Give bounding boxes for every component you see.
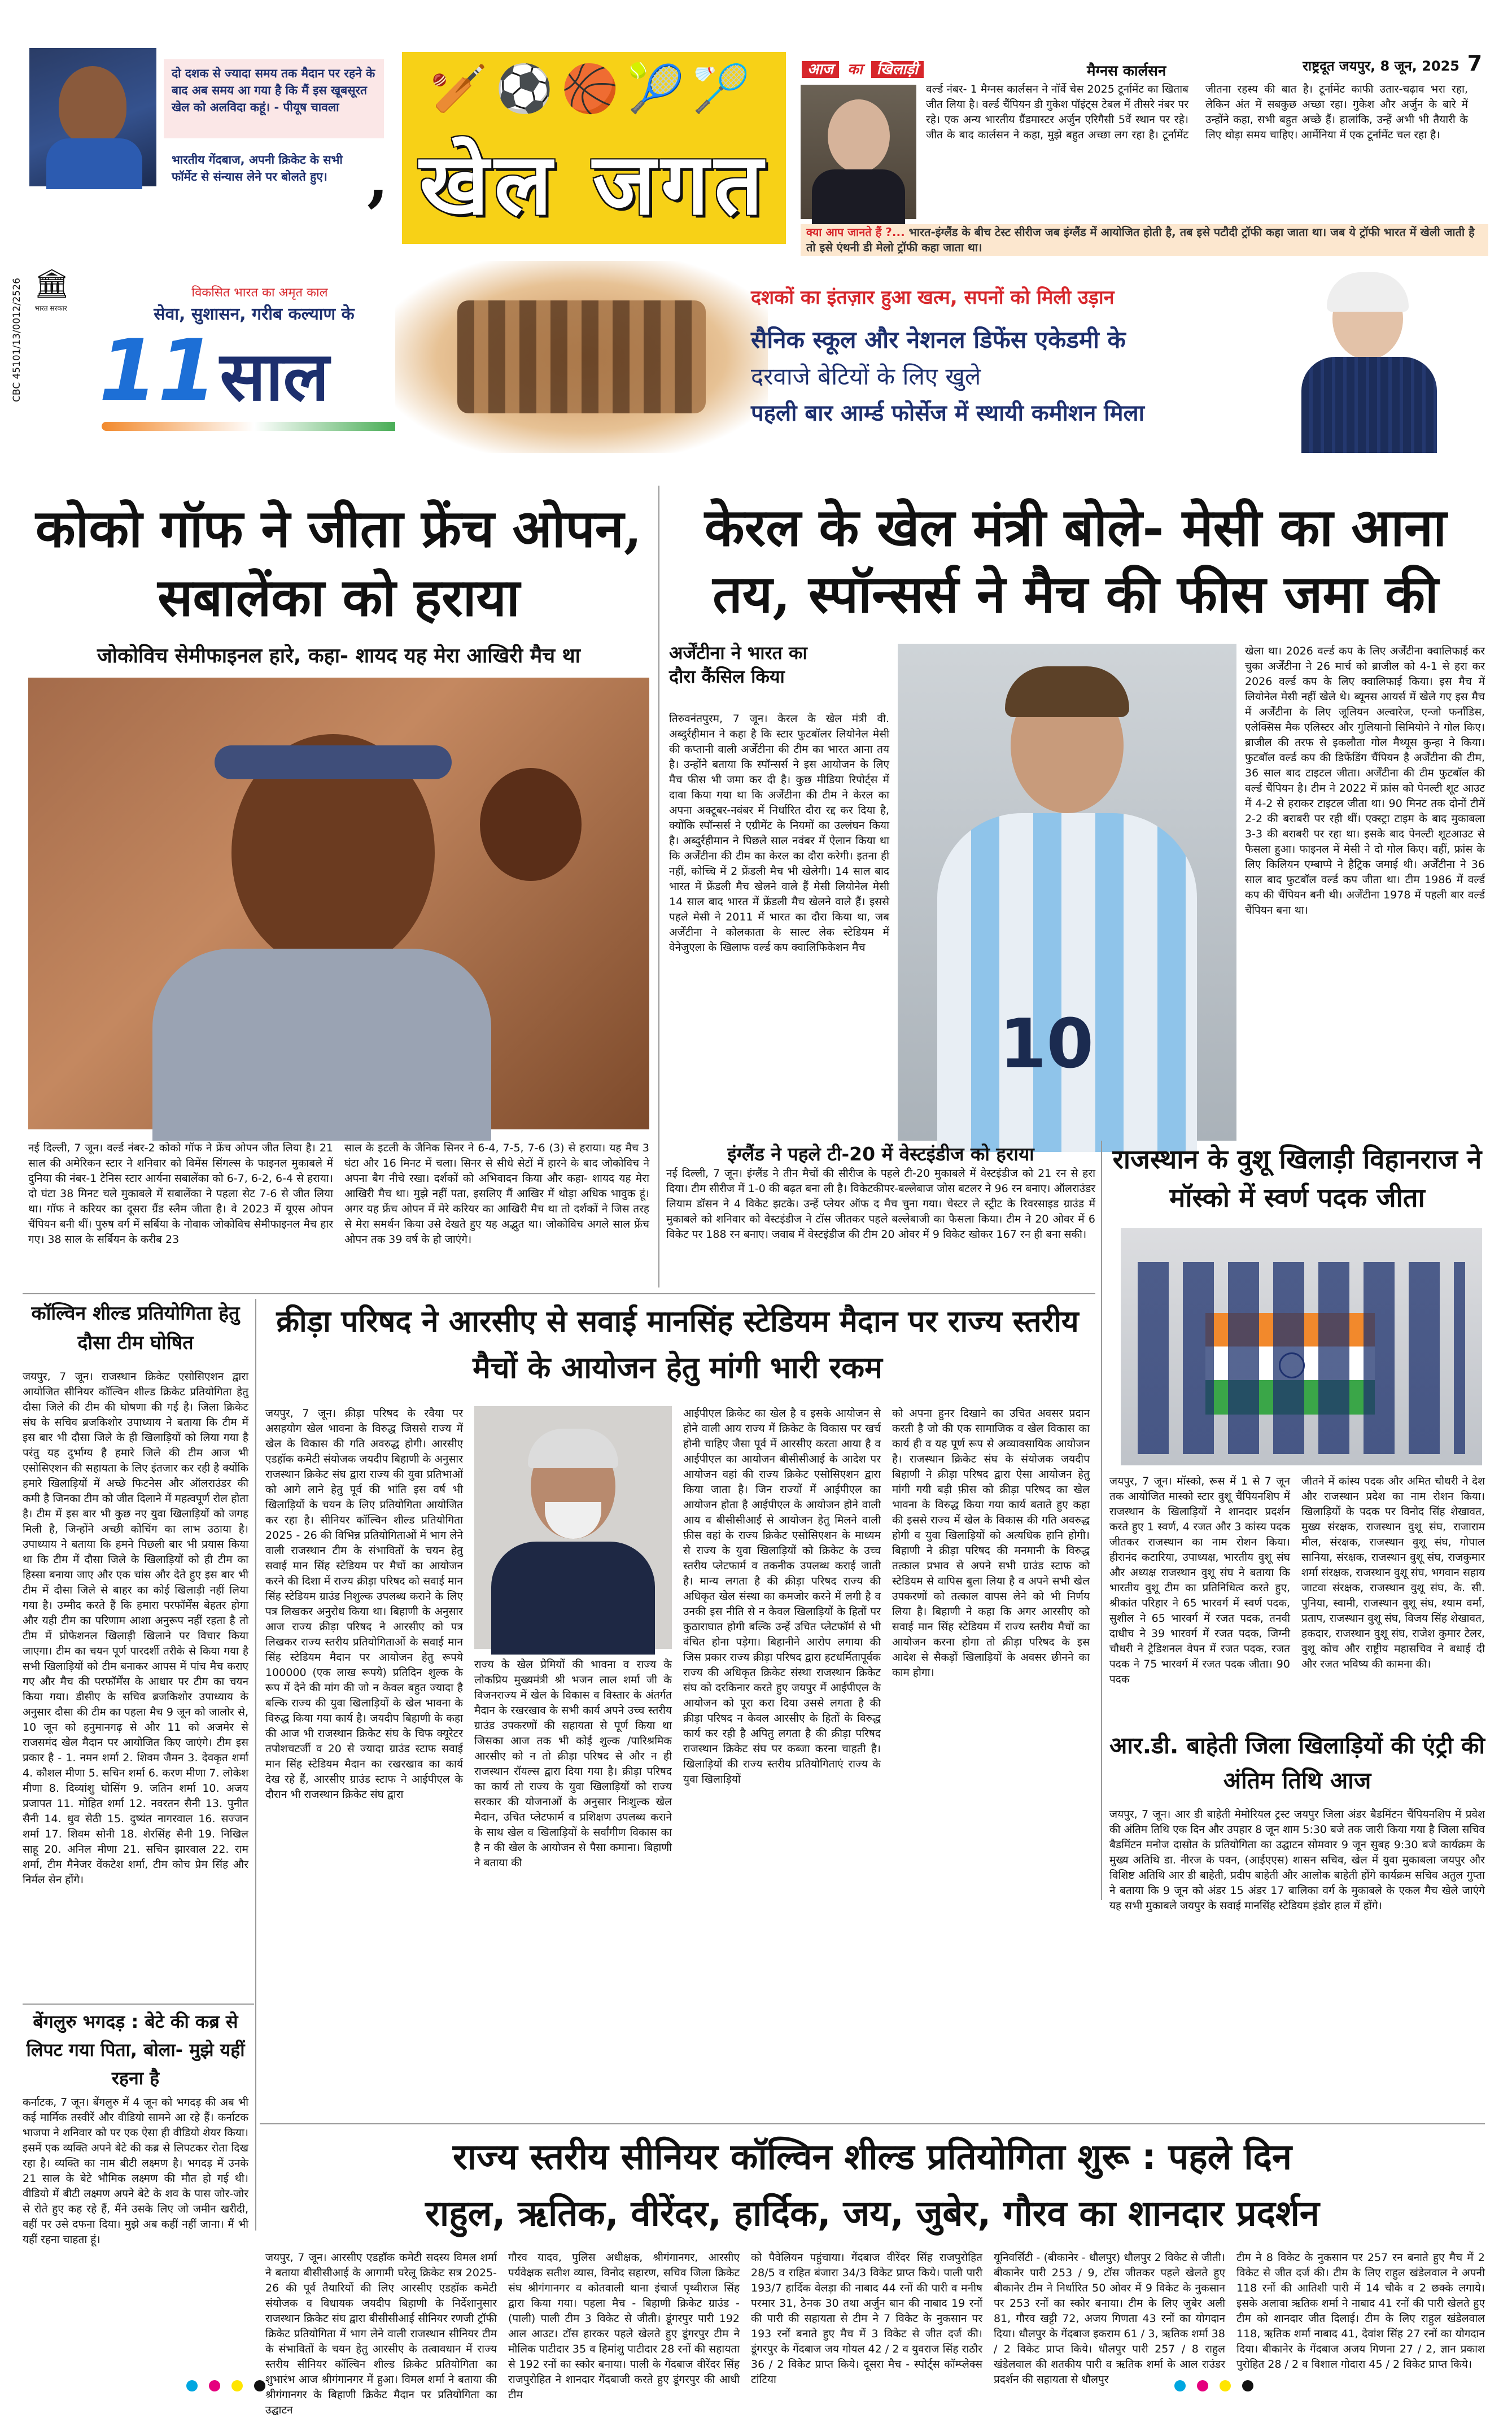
player-text: वर्ल्ड नंबर- 1 मैग्नस कार्लसन ने नॉर्वे चेस 2025 टूर्नामेंट का खिताब जीत लिया है। वर्ल्ड चैंपियन डी गुकेश पॉइंट्स टेबल में तीसरे नंबर पर रहे। एक अन्य भारतीय ग्रैंडमास्टर अर्जुन एरिगैसी 5वें स्थान पर रहे। जीत के बाद कार्लसन ने कहा, मुझे बहुत अच्छा लग रहा है। टूर्नामेंट जीतना रहस्य की बात है। टूर्नामेंट काफी उतार-चढ़ाव भरा रहा, लेकिन अंत में सबकुछ अच्छा रहा। गुकेश और अर्जुन के बारे में उन्होंने कहा, सभी बहुत अच्छे हैं। हालांकि, उन्हें अभी भी तैयारी के लिए थोड़ा समय चाहिए। आर्मेनिया में एक टूर्नामेंट चल रहा है। [926, 83, 1468, 141]
bengaluru-headline: बेंगलुरु भगदड़ : बेटे की कब्र से लिपट गया पिता, बोला- मुझे यहीं रहना है [26, 2011, 245, 2089]
gauff-col2: साल के इटली के जैनिक सिनर ने 6-4, 7-5, 7-6 (3) से हराया। यह मैच 3 घंटा और 16 मिनट में चला। सिनर से सीधे सेटों में हारने के बाद जोकोविच ने अपना बैग नीचे रखा। दर्शकों को अभिवादन किया और कहा- शायद यह मेरा आखिरी मैच था। मुझे नहीं पता, इसलिए मैं आखिर में थोड़ा अधिक भावुक हूं। अगर यह फ्रेंच ओपन में मेरे करियर का आखिरी मैच था तो दर्शकों ने जिस तरह से मेरा समर्थन किया उसे देखते हुए यह अद्भुत था। जोकोविच अगले साल फ्रेंच ओपन तक 39 वर्ष के हो जाएंगे। [344, 1142, 649, 1246]
colvin-col5: टीम ने 8 विकेट के नुकसान पर 257 रन बनाते हुए मैच में 2 विकेट से जीत दर्ज की। टीम के लिए राहुल खंडेलवाल ने अपनी 118 रनों की आतिशी पारी में 14 चौके व 2 छक्के लगाये। इसके अलावा ऋतिक शर्मा ने नाबाद 41 रनों की पारी खेलते हुए टीम को शानदार जीत दिलाई। टीम के लिए राहुल खंडेलवाल 118, ऋतिक शर्मा नाबाद 41, देवांश सिंह 27 रनों का योगदान दिया। बीकानेर के गेंदबाज अजय गिणना 27 / 2, ज्ञान प्रकाश पुरोहित 28 / 2 व विशाल गोदारा 45 / 2 विकेट प्राप्त किये। [1236, 2251, 1485, 2371]
carlsen-photo [801, 85, 916, 219]
rca-col3: आईपीएल क्रिकेट का खेल है व इसके आयोजन से होने वाली आय राज्य में क्रिकेट के विकास पर खर्च होनी चाहिए जैसा पूर्व में आरसीए करता आया है व आईपीएल का आयोजन बीसीसीआई के आदेश पर आयोजन वहां की राज्य क्रिकेट एसोसिएशन द्वारा किया जाता है। जिन राज्यों में आईपीएल का आयोजन होता है आईपीएल के आयोजन होने वाली आय व बीसीसीआई से आयोजन हेतु मिलने वाली फ़ीस वहां के राज्य क्रिकेट एसोसिएशन के माध्यम से राज्य के युवा खिलाड़ियों को क्रिकेट के उच्च स्तरीय प्लेटफार्म व तकनीक उपलब्ध कराई जाती है। मान्य लगता है की क्रीड़ा परिषद राज्य की अधिकृत खेल संस्था का कमजोर करने में लगी है व उनकी इस नीति से न केवल खिलाड़ियों के हितों पर कुठाराघात होगी बल्कि उन्हें उचित प्लेटफॉर्म से भी वंचित होना पड़ेगा। बिहानीने आरोप लगाया की जिस प्रकार राज्य क्रीड़ा परिषद द्वारा हटधर्मितापूर्वक राज्य की अधिकृत क्रिकेट संस्था राजस्थान क्रिकेट संघ को दरकिनार करते हुए जयपुर में आईपीएल के आयोजन को पूरा करा दिया उससे लगता है की क्रीड़ा परिषद न केवल आरसीए के हितों के विरुद्ध कार्य कर रही है अपितु लगता है की क्रीड़ा परिषद राजस्थान क्रिकेट संघ पर कब्जा करना चाहती है। खिलाड़ियों की राज्य स्तरीय प्रतियोगिताएं राज्य के युवा खिलाड़ियों [683, 1407, 881, 1786]
ad-tag1: विकसित भारत का अमृत काल [191, 286, 328, 300]
rca-col2: राज्य के खेल प्रेमियों की भावना व राज्य के लोकप्रिय मुख्यमंत्री श्री भजन लाल शर्मा जी के विजनराज्य में खेल के विकास व विस्तार के अंतर्गत मैदान के रखरखाव के सभी कार्य अपने उच्च स्तरीय ग्राउंड उपकरणों की सहायता से पूर्ण किया था जिसका आज तक भी कोई शुल्क /पारिश्रमिक आरसीए को न तो क्रीड़ा परिषद से और न ही राजस्थान रॉयल्स द्वारा दिया गया है। क्रीड़ा परिषद का कार्य तो राज्य के युवा खिलाड़ियों को राज्य सरकार की योजनाओं के अनुसार निःशुल्क खेल मैदान, उचित प्लेटफार्म व प्रशिक्षण उपलब्ध कराने के साथ खेल व खिलाड़ियों के सर्वांगीण विकास का है न की खेल के आयोजन से पैसा कमाना। बिहाणी ने बताया की [474, 1658, 672, 1869]
divider [1101, 1141, 1102, 1900]
ad-headline: दशकों का इंतज़ार हुआ खत्म, सपनों को मिली उड़ान [751, 286, 1115, 309]
khel-jagat-banner [402, 52, 786, 244]
ad-tag2: सेवा, सुशासन, गरीब कल्याण के [154, 304, 355, 324]
colvin-headline1: राज्य स्तरीय सीनियर कॉल्विन शील्ड प्रतियोगिता शुरू : पहले दिन [453, 2136, 1292, 2177]
section-title: खेल जगत [419, 136, 768, 234]
quote-text: दो दशक से ज्यादा समय तक मैदान पर रहने के बाद अब समय आ गया है कि मैं इस खूबसूरत खेल को अलविदा कहूं। [172, 67, 375, 114]
colvin-col3: को पैवेलियन पहुंचाया। गेंदबाज वीरेंदर सिंह राजपुरोहित 28/5 व राहित बंजारा 34/3 विकेट प्राप्त किये। पाली पारी 193/7 हार्दिक वेलड़ा की नाबाद 44 रनों की पारी व मनीष परमार 31, ठेनक 30 तथा अर्जुन बान की नाबाद 19 रनों की पारी की सहायता से टीम ने 7 विकेट के नुकसान पर 193 रनों बनाते हुए मैच में 3 विकेट से जीत दर्ज की। डूंगरपुर के गेंदबाज जय गोयल 42 / 2 व युवराज सिंह राठौर 36 / 2 विकेट प्राप्त किये। दूसरा मैच - स्पोर्ट्स कॉम्प्लेक्स टांटिया [751, 2251, 982, 2386]
gauff-col1: नई दिल्ली, 7 जून। वर्ल्ड नंबर-2 कोको गॉफ ने फ्रेंच ओपन जीत लिया है। 21 साल की अमेरिकन स्टार ने शनिवार को विमेंस सिंगल्स के फाइनल मुकाबले में दुनिया की नंबर-1 टेनिस स्टार आर्यना सबालेंका को 6-7, 6-2, 6-4 से हराया। दो घंटा 38 मिनट चले मुकाबले में सबालेंका ने पहला सेट 7-6 से जीत लिया था। गॉफ ने करियर का दूसरा ग्रैंड स्लैम जीता है। वे 2023 में यूएस ओपन चैंपियन बनी थीं। पुरुष वर्ग में सर्बिया के नोवाक जोकोविच सेमीफाइनल मैच हार गए। 38 साल के सर्बियन के करीब 23 [28, 1142, 333, 1246]
emblem-icon: 🏛 [34, 267, 70, 300]
page-number: 7 [1467, 51, 1483, 76]
quote-author: - पीयूष चावला [274, 101, 339, 114]
wushu-col2: जीतने में कांस्य पदक और अमित चौधरी ने देश और राजस्थान प्रदेश का नाम रोशन किया। खिलाड़ियों के पदक पर विनोद सिंह शेखावत, मुख्य संरक्षक, राजस्थान वुशू संघ, राजाराम मील, संरक्षक, राजस्थान वुशू संघ, गोपाल सानिया, संरक्षक, राजस्थान वुशू संघ, राजकुमार शर्मा संरक्षक, राजस्थान वुशू संघ, भगवान सहाय जाटवा संरक्षक, राजस्थान वुशू संघ, के. सी. पुनिया, स्वामी, राजस्थान वुशू संघ, श्याम वर्मा, प्रताप, राजस्थान वुशू संघ, विजय सिंह शेखावत, हकदार, राजस्थान वुशू संघ, राजेश कुमार टेलर, वुशू कोच और राष्ट्रीय महासचिव ने बधाई दी और रजत भविष्य की कामना की। [1301, 1475, 1485, 1670]
divider [23, 2004, 254, 2005]
ad-line3: पहली बार आर्म्ड फोर्सेज में स्थायी कमीशन मिला [751, 400, 1144, 426]
paper-name: राष्ट्रदूत जयपुर, 8 जून, 2025 [1303, 58, 1459, 74]
rca-col4: को अपना हुनर दिखाने का उचित अवसर प्रदान करती है जो की एक सामाजिक व खेल विकास का कार्य ही व यह पूर्ण रूप से अव्यावसायिक आयोजन है। राजस्थान क्रिकेट संघ के संयोजक जयदीप बिहाणी ने क्रीड़ा परिषद द्वारा ऐसा आयोजन हेतु मांगी गयी बड़ी फ़ीस को क्रीड़ा परिषद का खेल भावना के विरुद्ध किया गया कार्य बताते हुए कहा की इससे राज्य में खेल के विकास की गति अवरुद्ध होगी व युवा खिलाड़ियों को अत्यधिक हानि होगी। बिहाणी ने क्रीड़ा परिषद की मनमानी के विरुद्ध तत्काल प्रभाव से अपने सभी ग्राउंड स्टाफ को स्टेडियम से वापिस बुला लिया है व अपने सभी खेल उपकरणों को तत्काल वापस लेने को भी निर्णय लिया है। बिहाणी ने कहा कि अगर आरसीए को सवाई मान सिंह स्टेडियम में राज्य स्तरीय मैचों का आयोजन करना होगा तो क्रीड़ा परिषद के इस आदेश से सैकड़ों खिलाड़ियों के अवसर छीनने का काम होगा। [892, 1407, 1090, 1679]
gauff-photo [28, 678, 649, 1129]
bengaluru-body: कर्नाटक, 7 जून। बेंगलुरु में 4 जून को भगदड़ की अब भी कई मार्मिक तस्वीरें और वीडियो सामने आ रहे हैं। कर्नाटक भाजपा ने शनिवार को पर एक ऐसा ही वीडियो शेयर किया। इसमें एक व्यक्ति अपने बेटे की कब्र से लिपटकर रोता दिख रहा है। व्यक्ति का नाम बीटी लक्ष्मण है। भगदड़ में उनके 21 साल के बेटे भौमिक लक्ष्मण की मौत हो गई थी। वीडियो में बीटी लक्ष्मण अपने बेटे के शव के पास जोर-जोर से रोते हुए कह रहे हैं, मैंने उसके लिए जो जमीन खरीदी, वहीं पर उसे दफना दिया। मुझे अब कहीं नहीं जाना। मैं भी यहीं रहना चाहता हूं। [23, 2096, 248, 2246]
ad-line1: सैनिक स्कूल और नेशनल डिफेंस एकेडमी के [751, 326, 1126, 353]
ad-code: CBC 45101/13/0012/2526 [11, 278, 23, 402]
quote-caption: भारतीय गेंदबाज, अपनी क्रिकेट के सभी फॉर्मेट से संन्यास लेने पर बोलते हुए। [172, 153, 343, 184]
eng-t20-body: नई दिल्ली, 7 जून। इंग्लैंड ने तीन मैचों की सीरीज के पहले टी-20 मुकाबले में वेस्टइंडीज को 21 रन से हरा दिया। टीम सीरीज में 1-0 की बढ़त बना ली है। विकेटकीपर-बल्लेबाज जोस बटलर ने 96 रन बनाए। ऑलराउंडर लियाम डॉसन ने 4 विकेट झटके। उन्हें प्लेयर ऑफ द मैच चुना गया। चेस्टर ले स्ट्रीट के रिवरसाइड ग्राउंड में मुकाबले को शनिवार को वेस्टइंडीज ने टॉस जीतकर पहले बल्लेबाजी का फैसला किया। टीम ने 20 ओवर में 6 विकेट पर 188 रन बनाए। जवाब में वेस्टइंडीज की टीम 20 ओवर में 9 विकेट खोकर 167 रन ही बना सकी। [666, 1167, 1095, 1241]
tricolor-swoosh [102, 422, 407, 431]
messi-photo: 10 [898, 644, 1236, 1141]
bahety-headline: आर.डी. बाहेती जिला खिलाड़ियों की एंट्री की अंतिम तिथि आज [1109, 1732, 1485, 1794]
eleven-years: 11 साल [99, 322, 329, 420]
print-marks [0, 2372, 1512, 2402]
women-cadets-photo [395, 261, 768, 453]
bahety-body: जयपुर, 7 जून। आर डी बाहेती मेमोरियल ट्रस्ट जयपुर जिला अंडर बैडमिंटन चैंपियनशिप में प्रवेश की अंतिम तिथि एक दिन और उपहार 8 जून शाम 5:30 बजे तक जारी किया गया है जिला सचिव बैडमिंटन मनोज दासोत के प्रतियोगिता का उद्घाटन सोमवार 9 जून सुबह 9:30 बजे कार्यक्रम के मुख्य अतिथि डा. नीरज के पवन, (आईएएस) शासन सचिव, खेल में युवा मुकाबला जयपुर और विशिष्ट अतिथि आर डी बाहेती, प्रदीप बाहेती और आलोक बाहेती होंगे कार्यक्रम सचिव अतुल गुप्ता ने बताया कि 9 जून को अंडर 15 अंडर 17 बालिका वर्ग के मुकाबले के एकल मैच खेले जाएंगे यह सभी मुकाबले जयपुर के सवाई मानसिंह स्टेडियम इंडोर हाल में होंगे। [1109, 1808, 1485, 1912]
divider [260, 2123, 1485, 2124]
govt-ad [11, 261, 1491, 473]
quote-box [164, 59, 384, 138]
messi-col2: खेला था। 2026 वर्ल्ड कप के लिए अर्जेंटीना क्वालिफाई कर चुका अर्जेंटीना ने 26 मार्च को ब्राजील को 4-1 से हरा कर 2026 वर्ल्ड कप के लिए क्वालिफाई किया। इस मैच में लियोनेल मेसी नहीं खेले थे। ब्यूनस आयर्स में खेले गए इस मैच में अर्जेंटीना के लिए जूलियन अल्वारेज, एन्जो फर्नांडिस, एलेक्सिस मैक एलिस्टर और गुलियानो सिमियोने ने गोल किए। ब्राजील की तरफ से इकलौता गोल मैथ्यूस कुन्हा ने किया। फुटबॉल वर्ल्ड कप की डिफेंडिंग चैंपियन है अर्जेंटीना की टीम, 36 साल बाद टाइटल जीता। अर्जेंटीना की टीम फुटबॉल की वर्ल्ड चैंपियन है। टीम ने 2022 में फ्रांस को पेनल्टी शूट आउट में 4-2 से हराकर टाइटल जीता था। 90 मिनट तक दोनों टीमें 2-2 की बराबरी पर रही थीं। एक्स्ट्रा टाइम के बाद मुकाबला 3-3 की बराबरी पर रहा था। इसके बाद पेनल्टी शूटआउट से फैसला हुआ। फाइनल में मेसी ने दो गोल किए। वहीं, फ्रांस के लिए किलियन एम्बाप्पे ने हैट्रिक जमाई थी। अर्जेंटीना ने 36 साल बाद फुटबॉल वर्ल्ड कप जीता था। टीम 1986 में वर्ल्ड कप की चैंपियन बनी थी। अर्जेंटीना 1978 में पहली बार वर्ल्ड चैंपियन बना था। [1245, 645, 1485, 916]
dausa-headline: कॉल्विन शील्ड प्रतियोगिता हेतु दौसा टीम घोषित [31, 1302, 240, 1354]
eng-t20-headline: इंग्लैंड ने पहले टी-20 में वेस्टइंडीज को हराया [727, 1143, 1034, 1165]
emblem-text: भारत सरकार [34, 304, 67, 312]
ad-line2: दरवाजे बेटियों के लिए खुले [751, 363, 981, 390]
rca-headline: क्रीड़ा परिषद ने आरसीए से सवाई मानसिंह स्टेडियम मैदान पर राज्य स्तरीय मैचों के आयोजन हेतु मांगी भारी रकम [276, 1304, 1079, 1385]
colvin-col1: जयपुर, 7 जून। आरसीए एडहॉक कमेटी सदस्य विमल शर्मा ने बताया बीसीसीआई के आगामी घरेलू क्रिकेट सत्र 2025-26 की पूर्व तैयारियों की लिए आरसीए एडहॉक कमेटी संयोजक व विधायक जयदीप बिहाणी के निर्देशानुसार राजस्थान क्रिकेट संघ द्वारा बीसीसीआई सीनियर रणजी ट्रॉफी क्रिकेट प्रतियोगिता में भाग लेने वाली राजस्थान सीनियर टीम के संभावितों के चयन हेतु आरसीए के तत्वावधान में राज्य स्तरीय सीनियर कॉल्विन शील्ड क्रिकेट प्रतियोगिता का शुभारंभ आज श्रीगंगानगर में हुआ। विमल शर्मा ने बताया की श्रीगंगानगर के बिहाणी क्रिकेट मैदान पर प्रतियोगिता का उद्घाटन [265, 2251, 497, 2416]
player-name: मैग्नस कार्लसन [1087, 63, 1166, 80]
messi-headline: केरल के खेल मंत्री बोले- मेसी का आना तय, स्पॉन्सर्स ने मैच की फीस जमा की [704, 497, 1447, 625]
rca-col1: जयपुर, 7 जून। क्रीड़ा परिषद के रवैया पर असहयोग खेल भावना के विरुद्ध जिससे राज्य में खेल के विकास की गति अवरुद्ध होगी। आरसीए एडहॉक कमेटी संयोजक जयदीप बिहाणी के अनुसार राजस्थान क्रिकेट संघ द्वारा राज्य की युवा प्रतिभाओं को आगे लाने हेतु पूर्व की भांति इस वर्ष भी खिलाड़ियों के चयन के लिए प्रतियोगिता आयोजित कर रहा है। सीनियर कॉल्विन शील्ड प्रतियोगिता 2025 - 26 की विभिन्न प्रतियोगिताओं में भाग लेने वाली राजस्थान टीम के संभावितों के चयन हेतु सवाई मान सिंह स्टेडियम पर मैचों का आयोजन करने की दिशा में राज्य क्रीड़ा परिषद को सवाई मान सिंह स्टेडियम ग्राउंड निशुल्क उपलब्ध कराने के लिए पत्र लिखकर अनुरोध किया था। बिहाणी के अनुसार आज राज्य क्रीड़ा परिषद ने आरसीए को पत्र लिखकर राज्य स्तरीय प्रतियोगिताओं के सवाई मान सिंह स्टेडियम मैदान पर आयोजन हेतु रूपये 100000 (एक लाख रूपये) प्रतिदिन शुल्क के रूप में देने की मांग की जो न केवल बहुत ज्यादा है बल्कि राज्य की युवा खिलाड़ियों के खेल भावना के विरुद्ध किया गया कार्य है। जयदीप बिहाणी के कहा की आज भी राजस्थान क्रिकेट संघ के चिफ क्यूरेटर तपोशचटर्जी व 20 से ज्यादा ग्राउंड स्टाफ सवाई मान सिंह स्टेडियम मैदान का रखरखाव का कार्य देख रहे हैं, आरसीए ग्राउंड स्टाफ ने आईपीएल के दौरान भी राजस्थान क्रिकेट संघ द्वारा [265, 1407, 463, 1801]
colvin-col2: गौरव यादव, पुलिस अधीक्षक, श्रीगंगानगर, आरसीए पर्यवेक्षक सतीश व्यास, विनोद सहारण, सचिव जिला क्रिकेट संघ श्रीगंगानगर व कोतवाली थाना इंचार्ज पृथ्वीराज सिंह द्वारा किया गया। पहला मैच - बिहाणी क्रिकेट ग्राउंड - (पाली) पाली टीम 3 विकेट से जीती। डूंगरपुर पारी 192 आल आउट। टॉस हारकर पहले खेलते हुए डूंगरपुर टीम ने मौलिक पाटीदार 35 व हिमांशु पाटीदार 28 रनों की सहायता से 192 रनों का स्कोर बनाया। पाली के गेंदबाज वीरेंदर सिंह राजपुरोहित ने शानदार गेंदबाजी करते हुए डूंगरपुर की आधी टीम [508, 2251, 740, 2401]
colvin-col4: यूनिवर्सिटी - (बीकानेर - धौलपुर) धौलपुर 2 विकेट से जीती। बीकानेर पारी 253 / 9, टॉस जीतकर पहले खेलते हुए बीकानेर टीम ने निर्धारित 50 ओवर में 9 विकेट के नुकसान पर 253 रनों का स्कोर बनाया। टीम के लिए जुबेर अली 81, गौरव खट्टी 72, अजय गिणता 43 रनों का योगदान दिया। धौलपुर के गेंदबाज इकराम 61 / 3, ऋतिक शर्मा 38 / 2 विकेट प्राप्त किये। धौलपुर पारी 257 / 8 राहुल खंडेलवाल की शतकीय पारी व ऋतिक शर्मा के आल राउंडर प्रदर्शन की सहायता से धौलपुर [994, 2251, 1225, 2386]
gauff-subhead: जोकोविच सेमीफाइनल हारे, कहा- शायद यह मेरा आखिरी मैच था [97, 644, 580, 667]
masthead [0, 0, 1512, 257]
divider [23, 1293, 1095, 1294]
colvin-headline2: राहुल, ऋतिक, वीरेंदर, हार्दिक, जय, जुबेर, गौरव का शानदार प्रदर्शन [425, 2193, 1319, 2234]
divider [255, 1299, 256, 2231]
divider [658, 486, 659, 1287]
bihani-photo [474, 1406, 672, 1649]
aaj-ka-khiladi-label: आज का खिलाड़ी [802, 56, 924, 82]
messi-subhead: अर्जेंटीना ने भारत का दौरा कैंसिल किया [669, 642, 807, 687]
messi-col1: तिरुवनंतपुरम, 7 जून। केरल के खेल मंत्री वी. अब्दुर्रहीमान ने कहा है कि स्टार फुटबॉलर लियोनेल मेसी की कप्तानी वाली अर्जेंटीना की टीम का भारत आना तय है। उन्होंने बताया कि स्पॉन्सर्स ने इस आयोजन के लिए मैच फीस भी जमा कर दी है। कुछ मीडिया रिपोर्ट्स में दावा किया गया था कि अर्जेंटीना की टीम ने केरल का अपना अक्टूबर-नवंबर में निर्धारित दौरा रद्द कर दिया है, क्योंकि स्पॉन्सर्स ने एग्रीमेंट के नियमों का उल्लंघन किया है। अब्दुर्रहीमान ने पिछले साल नवंबर में ऐलान किया था कि अर्जेंटीना की टीम का केरल का दौरा करेगी। इतना ही नहीं, कोच्चि में 2 फ्रेंडली मैच भी खेलेगी। 14 साल बाद भारत में फ्रेंडली मैच खेलने वाले हैं मेसी लियोनेल मेसी 14 साल बाद भारत में फ्रेंडली मैच खेलने वाले हैं। इससे पहले मेसी ने 2011 में भारत का दौरा किया था, जब अर्जेंटीना ने कोलकाता के साल्ट लेक स्टेडियम में वेनेजुएला के खिलाफ वर्ल्ड कप क्वालिफिकेशन मैच [669, 713, 889, 954]
kya-aap-jaante-bar: क्या आप जानते हैं ?... भारत-इंग्लैंड के बीच टेस्ट सीरीज जब इंग्लैंड में आयोजित होती है, तब इसे पटौदी ट्रॉफी कहा जाता था। जब ये ट्रॉफी भारत में खेली जाती है तो इसे एंथनी डी मेलो ट्रॉफी कहा जाता था। [801, 224, 1488, 256]
chawla-photo [29, 48, 156, 186]
sports-icons: 🏏⚽🏀🎾🏸 [430, 62, 758, 116]
quote-mark: , [367, 141, 389, 214]
pm-photo [1273, 261, 1465, 453]
dausa-body: जयपुर, 7 जून। राजस्थान क्रिकेट एसोसिएशन द्वारा आयोजित सीनियर कॉल्विन शील्ड क्रिकेट प्रतियोगिता हेतु दौसा जिले की टीम की घोषणा की गई है। जिला क्रिकेट संघ के सचिव ब्रजकिशोर उपाध्याय ने बताया कि टीम में इस बार भी दौसा जिले के ही खिलाड़ियों को लिया गया है परंतु यह दुर्भाग्य है हमारे जिले की टीम आज भी एसोसिएशन की सहायता के लिए इंतजार कर रही है क्योंकि हमारे खिलाड़ियों में अच्छे फिटनेस और ऑलराउंडर की कमी है जिनका टीम को जीत दिलाने में महत्वपूर्ण रोल होता है। टीम में इस बार भी कुछ नए युवा खिलाड़ियों को जगह मिली है, जिन्होंने अच्छी कोचिंग का लाभ उठाया है। उपाध्याय ने बताया कि हमने पिछली बार भी प्रयास किया था कि टीम में दौसा जिले के खिलाड़ियों को ही टीम का हिस्सा बनाया जाए और एक चांस और देते हुए इस बार भी टीम में दौसा जिले से बाहर का कोई खिलाड़ी नहीं लिया गया है। उम्मीद करते हैं कि हमारा परफॉर्मेंस बेहतर होगा और यही टीम का परिणाम आशा अनुरूप नहीं रहता है तो टीम में प्रोफेशनल खिलाड़ी खिलाने पर विचार किया जाएगा। टीम का चयन पूर्ण पारदर्शी तरीके से किया गया है सभी खिलाड़ियों को टीम बनाकर आपस में पांच मैच कराए गए और मैच की परफॉर्मेंस के आधार पर टीम का चयन किया गया। डीसीए के सचिव ब्रजकिशोर उपाध्याय के अनुसार दौसा की टीम का पहला मैच 9 जून को जालोर से, 10 जून को हनुमानगढ़ से और 11 को अजमेर से राजसमंद खेल मैदान पर आयोजित किए जाएंगे। टीम इस प्रकार है - 1. नमन शर्मा 2. शिवम जैमन 3. देवकृत शर्मा 4. कौशल मीणा 5. सचिन शर्मा 6. करण मीणा 7. लोकेश मीणा 8. दिव्यांशु घोसिंग 9. जतिन शर्मा 10. अजय प्रजापत 11. मोहित शर्मा 12. नवरतन सैनी 13. पुनीत सैनी 14. धुव सेठी 15. दुष्यंत नागरवाल 16. सज्जन शर्मा 17. शिवम सोनी 18. शेरसिंह सैनी 19. निखिल साहू 20. अनिल मीणा 21. सचिन झारवाल 22. राम शर्मा, टीम मैनेजर वेंकटेश शर्मा, टीम कोच प्रेम सिंह और निर्मल सेन होंगे। [23, 1371, 248, 1886]
wushu-headline: राजस्थान के वुशू खिलाड़ी विहानराज ने मॉस्को में स्वर्ण पदक जीता [1112, 1144, 1482, 1214]
wushu-team-photo [1121, 1228, 1482, 1465]
wushu-col1: जयपुर, 7 जून। मॉस्को, रूस में 1 से 7 जून तक आयोजित मास्को स्टार वुशू चैंपियनशिप में राजस्थान के खिलाड़ियों ने शानदार प्रदर्शन करते हुए 1 स्वर्ण, 4 रजत और 3 कांस्य पदक जीतकर राजस्थान का नाम रोशन किया। हीरानंद कटारिया, उपाध्यक्ष, भारतीय वुशू संघ और अध्यक्ष राजस्थान वुशू संघ ने बताया कि भारतीय वुशू टीम का प्रतिनिधित्व करते हुए, श्रीकांत परिहार ने 65 भारवर्ग में स्वर्ण पदक, सुशील ने 65 भारवर्ग में रजत पदक, तनवी दाधीच ने 39 भारवर्ग में रजत पदक, जिग्नी चौधरी ने ट्रेडिशनल वेपन में रजत पदक, रजत पदक ने 75 भारवर्ग में रजत पदक जीता। 90 पदक [1109, 1475, 1290, 1686]
gauff-headline: कोको गॉफ ने जीता फ्रेंच ओपन, सबालेंका को हराया [36, 498, 642, 628]
